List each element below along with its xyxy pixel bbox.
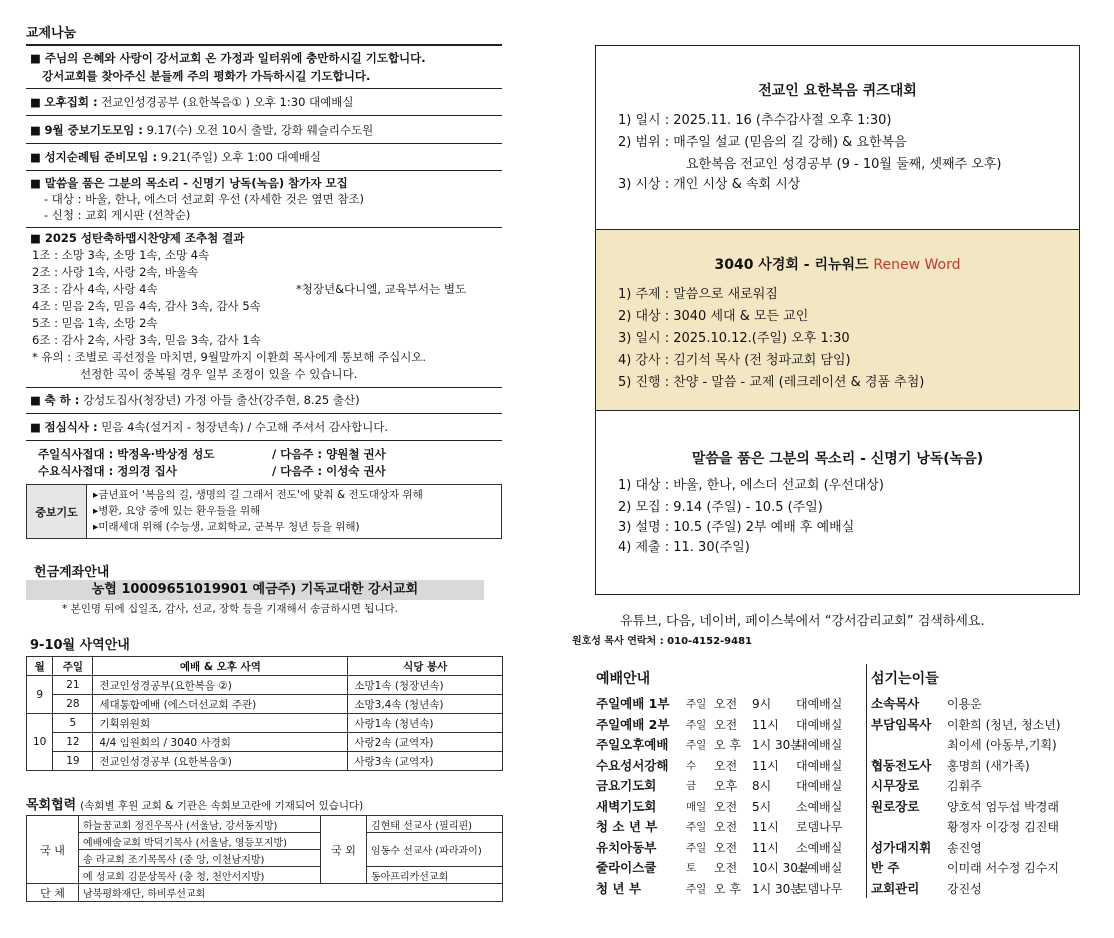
overseas-label: 국 외 (320, 816, 366, 884)
worship-row (596, 858, 866, 878)
divider (26, 227, 502, 228)
service-ampm: 오전 (714, 820, 738, 834)
service-ampm: 오전 (714, 861, 738, 875)
servant-row (871, 817, 1101, 837)
meal-cell: 사랑1속 (청년속) (348, 714, 503, 733)
domestic-label: 국 내 (27, 816, 79, 884)
meal-host-wednesday: 수요식사접대 : 정의경 집사 (38, 464, 177, 478)
servant-names: 양호석 엄두섭 박경래 (947, 799, 1059, 814)
donation-account: 농협 10009651019901 예금주) 기독교대한 강서교회 (26, 580, 484, 600)
service-place: 소예배실 (796, 840, 843, 855)
service-name: 유치아동부 (596, 839, 657, 855)
column-divider (866, 664, 867, 898)
service-name: 금요기도회 (596, 778, 657, 793)
divider (26, 387, 502, 388)
servant-role: 반 주 (871, 860, 900, 875)
pilgrimage-item: ■ 성지순례팀 준비모임 : 9.21(주일) 오후 1:00 대예배실 (30, 150, 322, 164)
servant-role: 협동전도사 (871, 757, 932, 773)
service-time: 11시 (752, 840, 779, 855)
service-day: 수 (686, 759, 697, 772)
quiz-line-2: 2) 범위 : 매주일 설교 (믿음의 길 강해) & 요한복음 (618, 135, 907, 150)
servant-row (871, 858, 1101, 878)
servant-row (871, 694, 1101, 714)
table-row (27, 816, 503, 833)
donation-note: * 본인명 뒤에 십일조, 감사, 선교, 장학 등을 기재해서 송금하시면 됩니다. (62, 603, 398, 615)
meal-host-sunday-next: / 다음주 : 양원철 권사 (272, 447, 386, 461)
service-time: 11시 (752, 820, 779, 834)
reading-target: - 대상 : 바울, 한나, 에스더 선교회 우선 (자세한 것은 옆면 참조) (44, 192, 365, 206)
servant-row (871, 776, 1101, 796)
mission-heading (26, 794, 363, 813)
choir-group-6: 6조 : 감사 2속, 사랑 3속, 믿음 3속, 감사 1속 (32, 333, 261, 347)
quiz-line-1: 1) 일시 : 2025.11. 16 (추수감사절 오후 1:30) (618, 113, 892, 128)
overseas-mission: 동아프리카선교회 (366, 867, 502, 884)
event-cell: 전교인성경공부(요한복음 ②) (93, 676, 348, 695)
service-name: 수요성서강해 (596, 757, 669, 773)
contact: 원호성 목사 연락처 : 010-4152-9481 (571, 636, 753, 647)
service-name: 주일오후예배 (596, 737, 669, 752)
worship-row (596, 817, 866, 837)
servant-names: 이용운 (947, 697, 982, 711)
voice-title: 말씀을 품은 그분의 목소리 - 신명기 낭독(녹음) (691, 451, 984, 467)
servant-names: 송진영 (947, 840, 982, 855)
table-row (27, 733, 503, 752)
retreat-line-2: 2) 대상 : 3040 세대 & 모든 교인 (618, 309, 809, 324)
service-ampm: 오전 (714, 758, 738, 773)
retreat-line-1: 1) 주제 : 말씀으로 새로워짐 (618, 287, 778, 302)
quiz-section (596, 46, 1079, 229)
table-header-row (27, 657, 503, 676)
table-row (27, 752, 503, 771)
choir-notice-1: * 유의 : 조별로 곡선정을 마치면, 9월말까지 이환희 목사에게 통보해 주십시오. (32, 350, 427, 364)
month-cell: 10 (27, 714, 53, 771)
service-day: 주일 (686, 821, 707, 833)
quiz-line-4: 3) 시상 : 개인 시상 & 속회 시상 (618, 177, 801, 192)
servant-names: 홍명희 (새가족) (947, 758, 1030, 773)
retreat-title-wrap (596, 254, 1079, 274)
service-day: 토 (686, 862, 697, 874)
service-day: 주일 (686, 739, 707, 751)
col-meal: 식당 봉사 (348, 657, 503, 676)
servant-row (871, 879, 1101, 899)
day-cell: 21 (53, 676, 93, 695)
day-cell: 28 (53, 695, 93, 714)
service-time: 5시 (752, 799, 772, 814)
domestic-church: 예 성교회 김문상목사 (충 청, 천안서지방) (79, 867, 321, 884)
col-month: 월 (27, 657, 53, 676)
day-cell: 12 (53, 733, 93, 752)
meal-host-wednesday-next: / 다음주 : 이성숙 권사 (272, 464, 386, 478)
search-text: 유튜브, 다음, 네이버, 페이스북에서 “강서감리교회” 검색하세요. (620, 614, 985, 629)
meal-host-sunday: 주일식사접대 : 박정옥·박상정 성도 (38, 447, 215, 461)
service-name: 주일예배 2부 (596, 716, 670, 732)
choir-group-2: 2조 : 사랑 1속, 사랑 2속, 바울속 (32, 265, 199, 279)
choir-title: ■ 2025 성탄축하맵시찬양제 조추첨 결과 (30, 231, 245, 245)
worship-row (596, 715, 866, 735)
service-ampm: 오 후 (714, 738, 741, 752)
reading-recruit-title: ■ 말씀을 품은 그분의 목소리 - 신명기 낭독(녹음) 참가자 모집 (30, 176, 348, 190)
org-list: 남북평화재단, 하비루선교회 (79, 884, 503, 902)
prayer-line-1: ▸금년표어 '복음의 길, 생명의 길 그래서 전도'에 맞춰 & 전도대상자 위해 (93, 489, 423, 501)
voice-line-4: 4) 제출 : 11. 30(주일) (618, 540, 750, 555)
retreat-line-5: 5) 진행 : 찬양 - 말씀 - 교제 (레크레이션 & 경품 추첨) (618, 375, 925, 390)
domestic-church: 예배예술교회 박덕기목사 (서울남, 영등포지방) (79, 833, 321, 850)
meal-cell: 소망3,4속 (청년속) (348, 695, 503, 714)
voice-section (596, 411, 1079, 594)
quiz-title: 전교인 요한복음 퀴즈대회 (758, 83, 917, 99)
servants-title: 섬기는이들 (871, 671, 939, 687)
service-time: 1시 30분 (752, 738, 802, 752)
donation-title: 헌금계좌안내 (34, 565, 110, 580)
voice-line-1: 1) 대상 : 바울, 한나, 에스더 선교회 (우선대상) (618, 478, 884, 493)
servant-row (871, 735, 1101, 755)
servant-role: 부담임목사 (871, 716, 932, 732)
service-ampm: 오전 (714, 799, 738, 814)
worship-row (596, 838, 866, 858)
servant-role: 원로장로 (871, 798, 920, 814)
greeting-line-1: ■ 주님의 은혜와 사랑이 강서교회 온 가정과 일터위에 충만하시길 기도합니다. (30, 51, 426, 65)
event-cell: 전교인성경공부 (요한복음③) (93, 752, 348, 771)
servant-names: 강진성 (947, 881, 982, 896)
servant-role: 교회관리 (871, 880, 920, 896)
divider (26, 44, 502, 46)
divider (26, 88, 502, 89)
meal-cell: 소망1속 (청장년속) (348, 676, 503, 695)
service-ampm: 오전 (714, 697, 738, 711)
worship-row (596, 735, 866, 755)
servant-row (871, 756, 1101, 776)
schedule-table (26, 656, 503, 771)
worship-row (596, 776, 866, 796)
overseas-mission: 임동수 선교사 (파라과이) (366, 833, 502, 867)
quiz-line-3: 요한복음 전교인 성경공부 (9 - 10월 둘째, 셋째주 오후) (686, 157, 1002, 172)
choir-group-3: 3조 : 감사 4속, 사랑 4속 (32, 282, 158, 296)
retreat-title-en: Renew Word (873, 257, 961, 273)
choir-group-1: 1조 : 소망 3속, 소망 1속, 소망 4속 (32, 248, 210, 262)
service-time: 9시 (752, 697, 772, 711)
congrats-item: ■ 축 하 : 강성도집사(청장년) 가정 아들 출산(강주현, 8.25 출산) (30, 393, 360, 407)
divider (26, 143, 502, 144)
event-cell: 기획위원회 (93, 714, 348, 733)
event-cell: 세대통합예배 (에스더선교회 주관) (93, 695, 348, 714)
service-day: 매일 (686, 800, 707, 813)
retreat-line-4: 4) 강사 : 김기석 목사 (전 청파교회 담임) (618, 353, 851, 368)
mission-subtitle: (속회별 후원 교회 & 기관은 속회보고란에 기재되어 있습니다) (80, 800, 364, 812)
servant-names: 이미래 서수정 김수지 (947, 861, 1059, 875)
worship-row (596, 756, 866, 776)
service-ampm: 오 후 (714, 881, 741, 896)
table-row (27, 695, 503, 714)
choir-side-note: *청장년&다니엘, 교육부서는 별도 (296, 282, 467, 296)
event-cell: 4/4 임원회의 / 3040 사경회 (93, 733, 348, 752)
service-name: 줄라이스쿨 (596, 860, 657, 875)
divider (26, 440, 502, 441)
reading-apply: - 신청 : 교회 게시판 (선착순) (44, 208, 191, 222)
retreat-section (596, 230, 1079, 410)
day-cell: 19 (53, 752, 93, 771)
prayer-meeting-item: ■ 9월 중보기도모임 : 9.17(수) 오전 10시 출발, 강화 웨슬리수도원 (30, 123, 374, 137)
service-place: 소예배실 (796, 799, 843, 814)
afternoon-service-item: ■ 오후집회 : 전교인성경공부 (요한복음① ) 오후 1:30 대예배실 (30, 95, 354, 109)
schedule-title: 9-10월 사역안내 (30, 638, 130, 653)
servant-names: 이환희 (청년, 청소년) (947, 717, 1061, 732)
service-name: 새벽기도회 (596, 798, 657, 814)
divider (26, 115, 502, 116)
meal-cell: 사랑3속 (교역자) (348, 752, 503, 771)
servant-names: 최이세 (아동부,기획) (947, 738, 1057, 752)
service-name: 주일예배 1부 (596, 696, 670, 711)
divider (26, 413, 502, 414)
meal-cell: 사랑2속 (교역자) (348, 733, 503, 752)
lunch-item: ■ 점심식사 : 믿음 4속(설거지 - 청장년속) / 수고해 주셔서 감사합니다. (30, 420, 389, 434)
org-label: 단 체 (27, 884, 79, 902)
month-cell: 9 (27, 676, 53, 714)
servant-names: 김휘주 (947, 779, 982, 793)
domestic-church: 하늘꿈교회 정진우목사 (서울남, 강서동지방) (79, 816, 321, 833)
service-name: 청 년 부 (596, 880, 641, 896)
servant-row (871, 838, 1101, 858)
prayer-box (26, 484, 502, 539)
table-row (27, 884, 503, 902)
service-place: 로뎀나무 (796, 820, 843, 834)
service-day: 주일 (686, 718, 707, 731)
day-cell: 5 (53, 714, 93, 733)
greeting-line-2: 강서교회를 찾아주신 분들께 주의 평화가 가득하시길 기도합니다. (42, 69, 371, 83)
worship-row (596, 694, 866, 714)
choir-group-5: 5조 : 믿음 1속, 소망 2속 (32, 316, 158, 330)
service-place: 대예배실 (796, 738, 843, 752)
table-row (27, 714, 503, 733)
prayer-line-3: ▸미래세대 위해 (수능생, 교회학교, 군복무 청년 등을 위해) (93, 521, 360, 533)
domestic-church: 송 라교회 조기목목사 (중 앙, 이천남지방) (79, 850, 321, 867)
prayer-label: 중보기도 (27, 485, 87, 538)
retreat-line-3: 3) 일시 : 2025.10.12.(주일) 오후 1:30 (618, 331, 850, 346)
divider (26, 170, 502, 171)
service-day: 주일 (686, 882, 707, 895)
voice-line-3: 3) 설명 : 10.5 (주일) 2부 예배 후 예배실 (618, 520, 855, 535)
voice-line-2: 2) 모집 : 9.14 (주일) - 10.5 (주일) (618, 500, 823, 515)
mission-title: 목회협력 (26, 798, 77, 813)
service-time: 1시 30분 (752, 881, 802, 896)
service-place: 대예배실 (796, 697, 843, 711)
worship-title: 예배안내 (596, 671, 651, 687)
service-ampm: 오전 (714, 717, 738, 732)
service-place: 대예배실 (796, 717, 843, 732)
service-ampm: 오후 (714, 779, 738, 793)
service-name: 청 소 년 부 (596, 819, 658, 834)
prayer-line-2: ▸병환, 요양 중에 있는 환우들을 위해 (93, 505, 261, 517)
service-ampm: 오전 (714, 840, 738, 855)
servant-role: 성가대지휘 (871, 839, 932, 855)
table-row (27, 833, 503, 850)
service-day: 금 (686, 780, 697, 792)
service-place: 로뎀나무 (796, 881, 843, 896)
service-place: 대예배실 (796, 758, 843, 773)
retreat-title: 3040 사경회 - 리뉴워드 (714, 257, 869, 273)
service-place: 소예배실 (796, 861, 843, 875)
servant-role: 시무장로 (871, 778, 920, 793)
mission-table (26, 815, 503, 902)
service-time: 11시 (752, 717, 779, 732)
service-time: 11시 (752, 758, 779, 773)
choir-notice-2: 선정한 곡이 중복될 경우 일부 조정이 있을 수 있습니다. (80, 367, 358, 381)
overseas-mission: 김현태 선교사 (필리핀) (366, 816, 502, 833)
service-time: 10시 30분 (752, 861, 810, 875)
table-row (27, 867, 503, 884)
worship-row (596, 797, 866, 817)
col-day: 주일 (53, 657, 93, 676)
service-place: 대예배실 (796, 779, 843, 793)
col-event: 예배 & 오후 사역 (93, 657, 348, 676)
service-day: 주일 (686, 698, 707, 710)
choir-group-4: 4조 : 믿음 2속, 믿음 4속, 감사 3속, 감사 5속 (32, 299, 261, 313)
servant-role: 소속목사 (871, 696, 920, 711)
worship-row (596, 879, 866, 899)
service-day: 주일 (686, 841, 707, 854)
servant-row (871, 715, 1101, 735)
service-time: 8시 (752, 779, 772, 793)
servant-names: 황정자 이강정 김진태 (947, 820, 1059, 834)
servant-row (871, 797, 1101, 817)
fellowship-title: 교제나눔 (26, 26, 77, 41)
table-row (27, 676, 503, 695)
